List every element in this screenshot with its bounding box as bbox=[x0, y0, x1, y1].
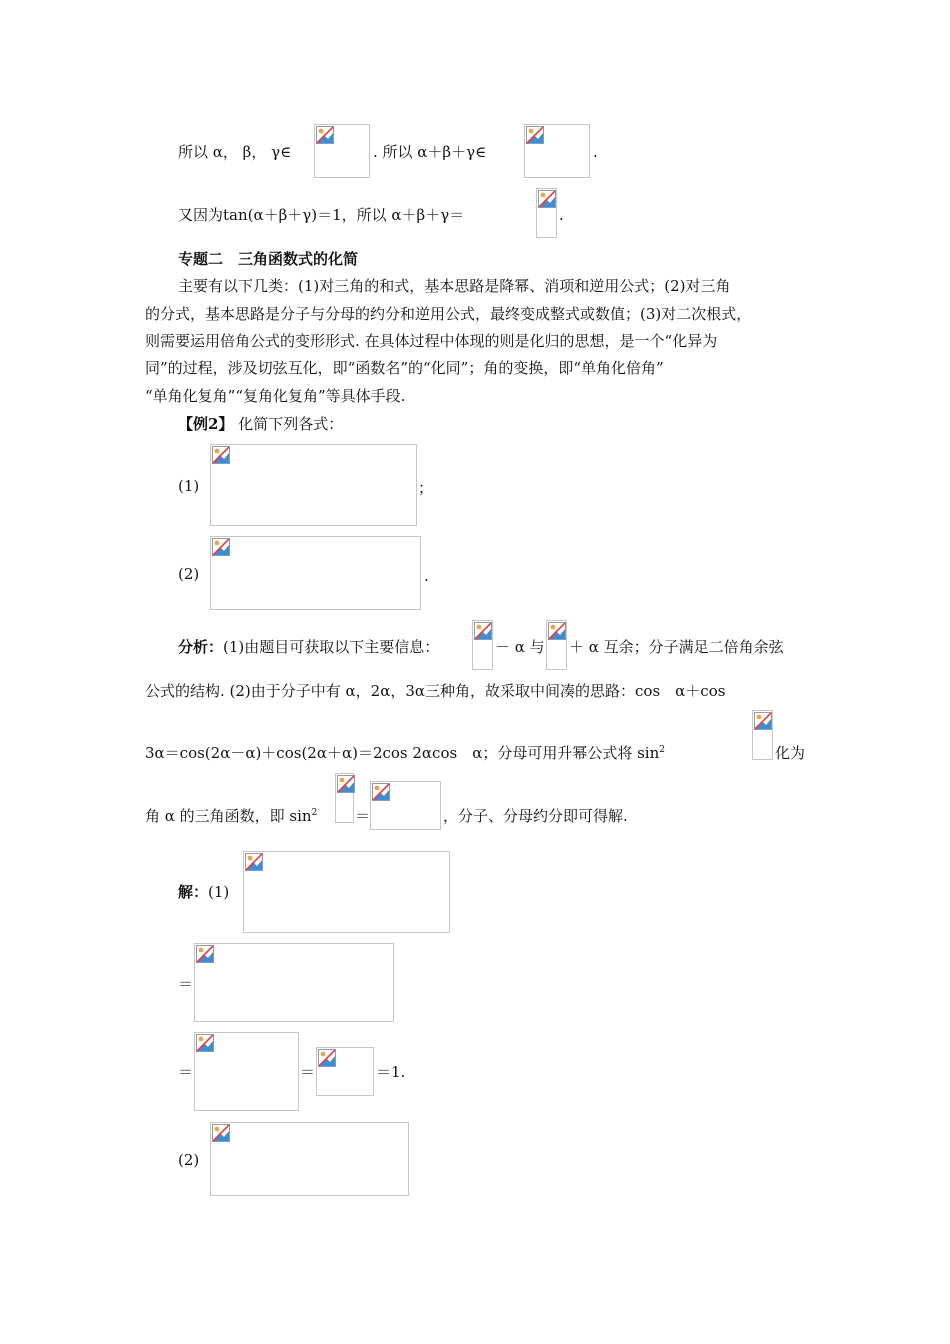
equals-sign bbox=[300, 1062, 315, 1082]
analysis-line-1-mid bbox=[495, 637, 545, 657]
analysis-text: ，分子、分母约分即可得解. bbox=[443, 807, 628, 825]
section-title-text: 专题二 三角函数式的化简 bbox=[178, 250, 359, 268]
analysis-line-4 bbox=[145, 806, 317, 829]
analysis-text: 3α＝cos(2α－α)＋cos(2α＋α)＝2cos 2αcos α；分母可用升幂公式将 sin bbox=[145, 744, 660, 762]
solution-heading: 解： bbox=[178, 883, 209, 901]
formula-image bbox=[314, 124, 370, 178]
line1-text-b: . 所以 α＋β＋γ∈ bbox=[373, 143, 487, 161]
formula-image bbox=[210, 536, 421, 610]
analysis-text: － α 与 bbox=[495, 638, 545, 656]
analysis-text: (1)由题目可获取以下主要信息： bbox=[223, 638, 440, 656]
intro-text: 主要有以下几类：(1)对三角的和式，基本思路是降幂、消项和逆用公式；(2)对三角 bbox=[178, 277, 731, 295]
image-placeholder-icon bbox=[212, 1124, 230, 1142]
image-placeholder-icon bbox=[196, 1034, 214, 1052]
equals-text: ＝ bbox=[178, 975, 194, 993]
image-placeholder-icon bbox=[337, 775, 355, 793]
formula-image bbox=[194, 943, 394, 1022]
result-one bbox=[376, 1062, 405, 1082]
formula-image bbox=[210, 1122, 409, 1196]
formula-image bbox=[194, 1032, 299, 1111]
equals-sign bbox=[178, 974, 193, 994]
example-heading bbox=[178, 414, 343, 434]
item-2-label bbox=[178, 564, 199, 584]
item-1-label-text: (1) bbox=[178, 477, 200, 495]
equals-sign bbox=[178, 1062, 193, 1082]
item-1-end-text: ； bbox=[418, 479, 434, 497]
item-1-label bbox=[178, 476, 199, 496]
solution-label: (2) bbox=[178, 1151, 200, 1169]
image-placeholder-icon bbox=[212, 446, 230, 464]
section-title bbox=[178, 249, 358, 269]
intro-line bbox=[145, 304, 751, 324]
example-tag: 【例2】 bbox=[178, 415, 234, 433]
line-1 bbox=[178, 142, 291, 162]
result-text: ＝1. bbox=[376, 1063, 406, 1081]
image-placeholder-icon bbox=[526, 126, 544, 144]
analysis-line-4-end bbox=[443, 806, 628, 826]
solution-label: (1) bbox=[208, 883, 230, 901]
formula-image bbox=[752, 710, 773, 760]
image-placeholder-icon bbox=[318, 1049, 336, 1067]
image-placeholder-icon bbox=[372, 783, 390, 801]
item-2-label-text: (2) bbox=[178, 565, 200, 583]
line1-text-a: 所以 α， β， γ∈ bbox=[178, 143, 292, 161]
analysis-heading: 分析： bbox=[178, 638, 224, 656]
image-placeholder-icon bbox=[474, 622, 492, 640]
intro-line bbox=[145, 386, 405, 406]
item-1-end bbox=[418, 478, 433, 498]
formula-image bbox=[243, 851, 450, 933]
item-2-end-text: . bbox=[424, 567, 429, 585]
line-1-middle bbox=[373, 142, 486, 162]
equals-text: ＝ bbox=[178, 1063, 194, 1081]
formula-image bbox=[546, 620, 567, 670]
formula-image bbox=[210, 444, 417, 526]
intro-text: “单角化复角”“复角化复角”等具体手段. bbox=[145, 387, 406, 405]
intro-text: 的分式，基本思路是分子与分母的约分和逆用公式，最终变成整式或数值；(3)对二次根式， bbox=[145, 305, 752, 323]
analysis-text: 公式的结构. (2)由于分子中有 α，2α，3α三种角，故采取中间凑的思路：cos α＋cos bbox=[145, 682, 726, 700]
image-placeholder-icon bbox=[196, 945, 214, 963]
analysis-line-2 bbox=[145, 681, 725, 701]
image-placeholder-icon bbox=[538, 190, 556, 208]
superscript: 2 bbox=[311, 808, 318, 818]
line2-text-b: . bbox=[559, 206, 564, 224]
line1-text-c: . bbox=[593, 143, 598, 161]
formula-image bbox=[524, 124, 590, 178]
analysis-text: 角 α 的三角函数，即 sin bbox=[145, 807, 312, 825]
image-placeholder-icon bbox=[212, 538, 230, 556]
intro-line bbox=[145, 358, 664, 378]
line-1-end bbox=[593, 142, 598, 162]
formula-image bbox=[316, 1047, 374, 1096]
analysis-line-4-eq bbox=[355, 806, 370, 826]
analysis-text: ＝ bbox=[355, 807, 371, 825]
intro-text: 则需要运用倍角公式的变形形式. 在具体过程中体现的则是化归的思想，是一个“化异为 bbox=[145, 332, 718, 350]
image-placeholder-icon bbox=[548, 622, 566, 640]
image-placeholder-icon bbox=[245, 853, 263, 871]
solution-line-1 bbox=[178, 882, 229, 902]
formula-image bbox=[536, 188, 557, 238]
image-placeholder-icon bbox=[754, 712, 772, 730]
formula-image bbox=[335, 773, 354, 823]
analysis-text: ＋ α 互余；分子满足二倍角余弦 bbox=[569, 638, 784, 656]
formula-image bbox=[370, 781, 441, 830]
line-2-end bbox=[559, 205, 564, 225]
superscript: 2 bbox=[659, 745, 665, 755]
line-2 bbox=[178, 205, 464, 225]
analysis-line-3 bbox=[145, 743, 665, 766]
analysis-line-3-end bbox=[775, 743, 805, 763]
item-2-end bbox=[424, 566, 429, 586]
intro-text: 同”的过程，涉及切弦互化，即“函数名”的“化同”；角的变换，即“单角化倍角” bbox=[145, 359, 664, 377]
line2-text-a: 又因为tan(α＋β＋γ)＝1，所以 α＋β＋γ＝ bbox=[178, 206, 465, 224]
intro-line bbox=[178, 276, 731, 296]
equals-text: ＝ bbox=[300, 1063, 316, 1081]
analysis-text: 化为 bbox=[775, 744, 806, 762]
image-placeholder-icon bbox=[316, 126, 334, 144]
formula-image bbox=[472, 620, 493, 670]
example-text: 化简下列各式： bbox=[233, 415, 344, 433]
analysis-line-1-end bbox=[569, 637, 784, 657]
solution-line-2 bbox=[178, 1150, 199, 1170]
analysis-line-1 bbox=[178, 637, 439, 657]
intro-line bbox=[145, 331, 717, 351]
